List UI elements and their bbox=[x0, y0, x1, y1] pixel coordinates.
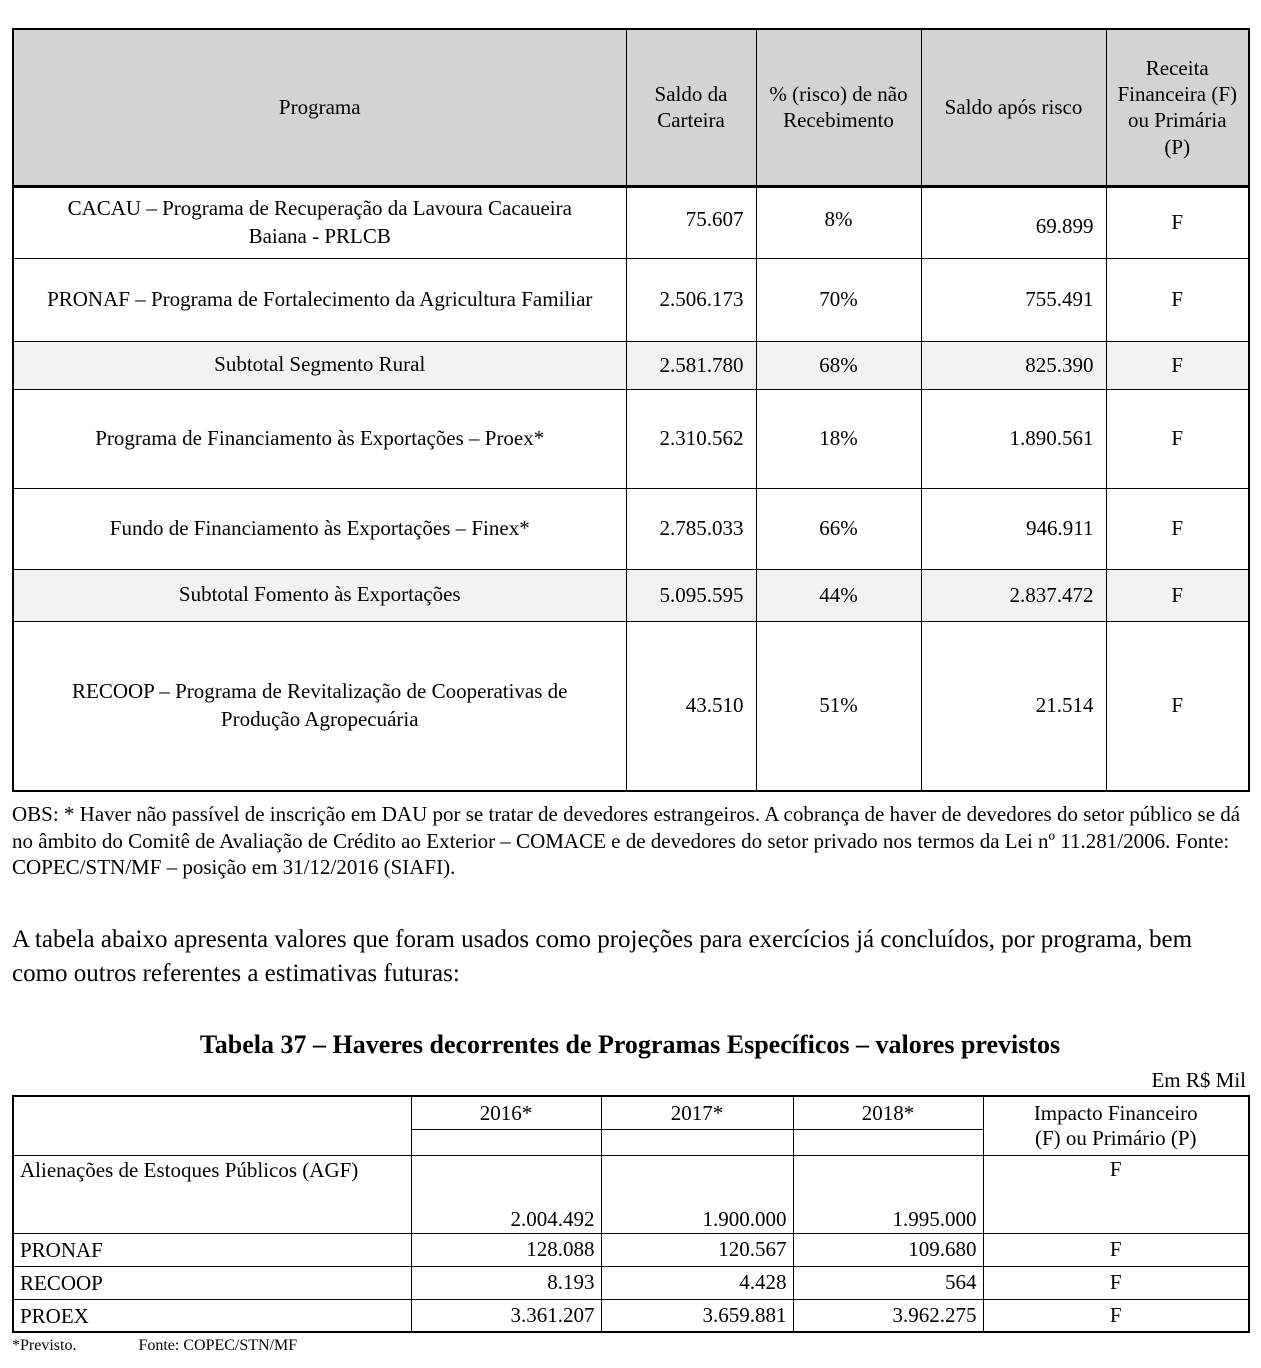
empty-cell bbox=[601, 1129, 793, 1155]
table-row bbox=[13, 389, 1249, 488]
receita-cell: F bbox=[1106, 569, 1249, 621]
value-2016-cell: 128.088 bbox=[411, 1233, 601, 1266]
empty-cell bbox=[411, 1129, 601, 1155]
value-2016-cell: 3.361.207 bbox=[411, 1299, 601, 1332]
receita-cell: F bbox=[1106, 488, 1249, 569]
value-2017-cell: 3.659.881 bbox=[601, 1299, 793, 1332]
program-cell: Fundo de Financiamento às Exportações – Finex* bbox=[13, 488, 626, 569]
receita-cell: F bbox=[1106, 389, 1249, 488]
program-label-cell: Alienações de Estoques Públicos (AGF) bbox=[13, 1155, 411, 1233]
value-2017-cell: 120.567 bbox=[601, 1233, 793, 1266]
header-receita-financeira: Receita Financeira (F) ou Primária (P) bbox=[1106, 29, 1249, 186]
saldo-apos-cell: 1.890.561 bbox=[921, 389, 1106, 488]
programs-risk-table bbox=[12, 28, 1250, 792]
header-year-2017: 2017* bbox=[601, 1096, 793, 1129]
saldo-carteira-cell: 75.607 bbox=[626, 186, 756, 258]
saldo-apos-cell: 21.514 bbox=[921, 621, 1106, 791]
blank-header-cell bbox=[13, 1096, 411, 1155]
program-cell: Programa de Financiamento às Exportações – Proex* bbox=[13, 389, 626, 488]
saldo-carteira-cell: 43.510 bbox=[626, 621, 756, 791]
value-2018-cell: 564 bbox=[793, 1266, 983, 1299]
risco-cell: 44% bbox=[756, 569, 921, 621]
saldo-carteira-cell: 2.785.033 bbox=[626, 488, 756, 569]
saldo-carteira-cell: 5.095.595 bbox=[626, 569, 756, 621]
saldo-apos-cell: 825.390 bbox=[921, 341, 1106, 389]
fonte-label: Fonte: COPEC/STN/MF bbox=[138, 1337, 298, 1355]
header-risco-nao-recebimento: % (risco) de não Recebimento bbox=[756, 29, 921, 186]
risco-cell: 18% bbox=[756, 389, 921, 488]
program-cell: CACAU – Programa de Recuperação da Lavoura Cacaueira Baiana - PRLCB bbox=[13, 186, 626, 258]
table2-footnotes bbox=[12, 1337, 1248, 1355]
previsto-footnote: *Previsto. bbox=[12, 1337, 77, 1355]
table2-title: Tabela 37 – Haveres decorrentes de Programas Específicos – valores previstos bbox=[199, 1030, 1061, 1060]
value-2017-cell: 1.900.000 bbox=[601, 1155, 793, 1233]
risco-cell: 66% bbox=[756, 488, 921, 569]
value-2018-cell: 1.995.000 bbox=[793, 1155, 983, 1233]
header-year-2016: 2016* bbox=[411, 1096, 601, 1129]
subtotal-row bbox=[13, 569, 1249, 621]
receita-cell: F bbox=[1106, 621, 1249, 791]
header-saldo-carteira: Saldo da Carteira bbox=[626, 29, 756, 186]
program-label-cell: PROEX bbox=[13, 1299, 411, 1332]
risco-cell: 70% bbox=[756, 258, 921, 341]
saldo-carteira-cell: 2.310.562 bbox=[626, 389, 756, 488]
table-row bbox=[13, 488, 1249, 569]
saldo-apos-cell: 755.491 bbox=[921, 258, 1106, 341]
risco-cell: 8% bbox=[756, 186, 921, 258]
table-row bbox=[13, 1299, 1249, 1332]
saldo-apos-cell: 2.837.472 bbox=[921, 569, 1106, 621]
risco-cell: 68% bbox=[756, 341, 921, 389]
receita-cell: F bbox=[1106, 341, 1249, 389]
projections-table bbox=[12, 1095, 1250, 1333]
impacto-cell: F bbox=[983, 1233, 1249, 1266]
saldo-carteira-cell: 2.506.173 bbox=[626, 258, 756, 341]
value-2016-cell: 2.004.492 bbox=[411, 1155, 601, 1233]
value-2016-cell: 8.193 bbox=[411, 1266, 601, 1299]
program-cell: Subtotal Segmento Rural bbox=[13, 341, 626, 389]
impacto-cell: F bbox=[983, 1299, 1249, 1332]
intro-paragraph: A tabela abaixo apresenta valores que foram usados como projeções para exercícios já concluídos, por programa, bem como outros referentes a estimativas futuras: bbox=[12, 925, 1193, 987]
table-row bbox=[13, 1155, 1249, 1233]
program-label-cell: RECOOP bbox=[13, 1266, 411, 1299]
value-2017-cell: 4.428 bbox=[601, 1266, 793, 1299]
table1-header-row bbox=[13, 29, 1249, 186]
impacto-cell: F bbox=[983, 1266, 1249, 1299]
subtotal-row bbox=[13, 341, 1249, 389]
impacto-line2: (F) ou Primário (P) bbox=[1034, 1126, 1197, 1151]
impacto-line1: Impacto Financeiro bbox=[1033, 1101, 1198, 1126]
header-programa: Programa bbox=[13, 29, 626, 186]
table-row bbox=[13, 1233, 1249, 1266]
impacto-cell: F bbox=[983, 1155, 1249, 1233]
header-saldo-apos-risco: Saldo após risco bbox=[921, 29, 1106, 186]
table-row bbox=[13, 621, 1249, 791]
table-row bbox=[13, 1266, 1249, 1299]
receita-cell: F bbox=[1106, 186, 1249, 258]
program-cell: Subtotal Fomento às Exportações bbox=[13, 569, 626, 621]
table2-header-row bbox=[13, 1096, 1249, 1129]
saldo-apos-cell: 946.911 bbox=[921, 488, 1106, 569]
empty-cell bbox=[793, 1129, 983, 1155]
obs-footnote: OBS: * Haver não passível de inscrição em DAU por se tratar de devedores estrangeiros. A cobrança de haver de devedores do setor público se dá no âmbito do Comitê de Avaliação de Crédito ao Exterior – COMACE e de devedores do setor privado nos termos da Lei nº 11.281/2006. Fonte: COPEC/STN/MF – posição em 31/12/2016 (SIAFI). bbox=[12, 802, 1241, 880]
saldo-apos-cell: 69.899 bbox=[921, 186, 1106, 258]
unit-label: Em R$ Mil bbox=[1151, 1068, 1246, 1093]
value-2018-cell: 3.962.275 bbox=[793, 1299, 983, 1332]
program-cell: PRONAF – Programa de Fortalecimento da Agricultura Familiar bbox=[13, 258, 626, 341]
table-row bbox=[13, 258, 1249, 341]
value-2018-cell: 109.680 bbox=[793, 1233, 983, 1266]
receita-cell: F bbox=[1106, 258, 1249, 341]
program-cell: RECOOP – Programa de Revitalização de Cooperativas de Produção Agropecuária bbox=[13, 621, 626, 791]
header-year-2018: 2018* bbox=[793, 1096, 983, 1129]
table-row bbox=[13, 186, 1249, 258]
program-label-cell: PRONAF bbox=[13, 1233, 411, 1266]
header-impacto-financeiro bbox=[983, 1096, 1249, 1155]
saldo-carteira-cell: 2.581.780 bbox=[626, 341, 756, 389]
risco-cell: 51% bbox=[756, 621, 921, 791]
